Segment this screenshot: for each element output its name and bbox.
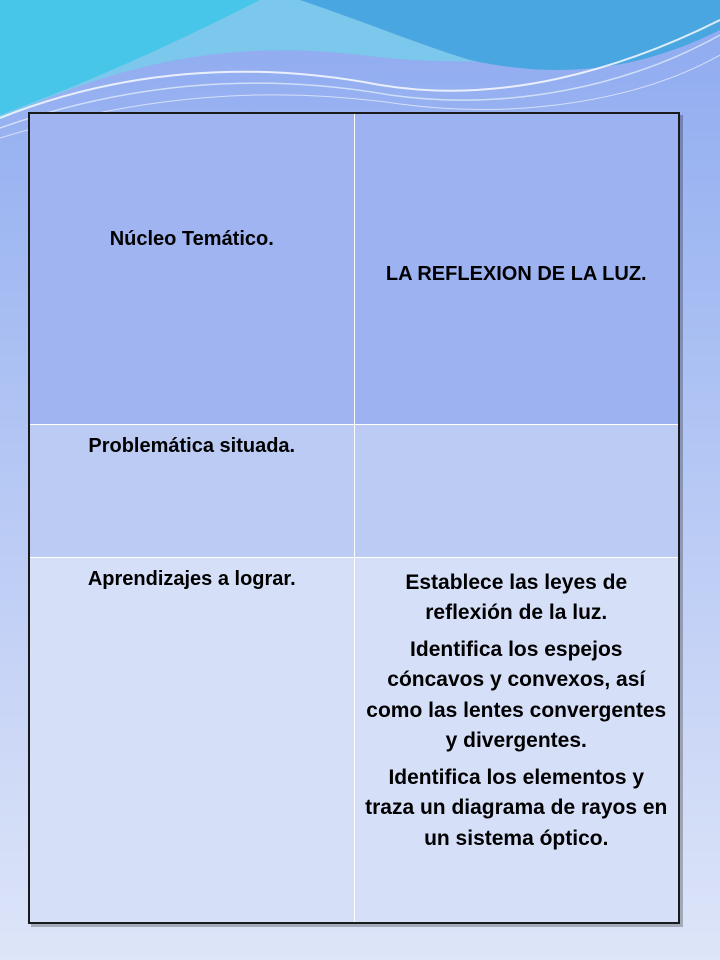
aprendizajes-list	[363, 558, 671, 854]
label-cell	[29, 425, 354, 558]
label-cell	[29, 558, 354, 924]
wave-band-cyan	[0, 0, 260, 115]
table-row	[29, 558, 679, 924]
value-cell	[354, 113, 679, 425]
topic-table	[28, 112, 680, 924]
nucleo-tematico-label: Núcleo Temático.	[109, 227, 274, 250]
table-row	[29, 113, 679, 425]
table-row	[29, 425, 679, 558]
list-item: Identifica los espejos cóncavos y convexos, así como las lentes convergentes y divergentes.	[366, 637, 667, 753]
aprendizajes-label: Aprendizajes a lograr.	[87, 568, 296, 590]
label-cell	[29, 113, 354, 425]
value-cell-empty	[354, 425, 679, 558]
list-item: Establece las leyes de reflexión de la luz.	[405, 571, 628, 625]
value-cell	[354, 558, 679, 924]
list-item: Identifica los elementos y traza un diagrama de rayos en un sistema óptico.	[365, 765, 668, 850]
problematica-label: Problemática situada.	[88, 434, 296, 457]
nucleo-tematico-value: LA REFLEXION DE LA LUZ.	[385, 263, 647, 285]
